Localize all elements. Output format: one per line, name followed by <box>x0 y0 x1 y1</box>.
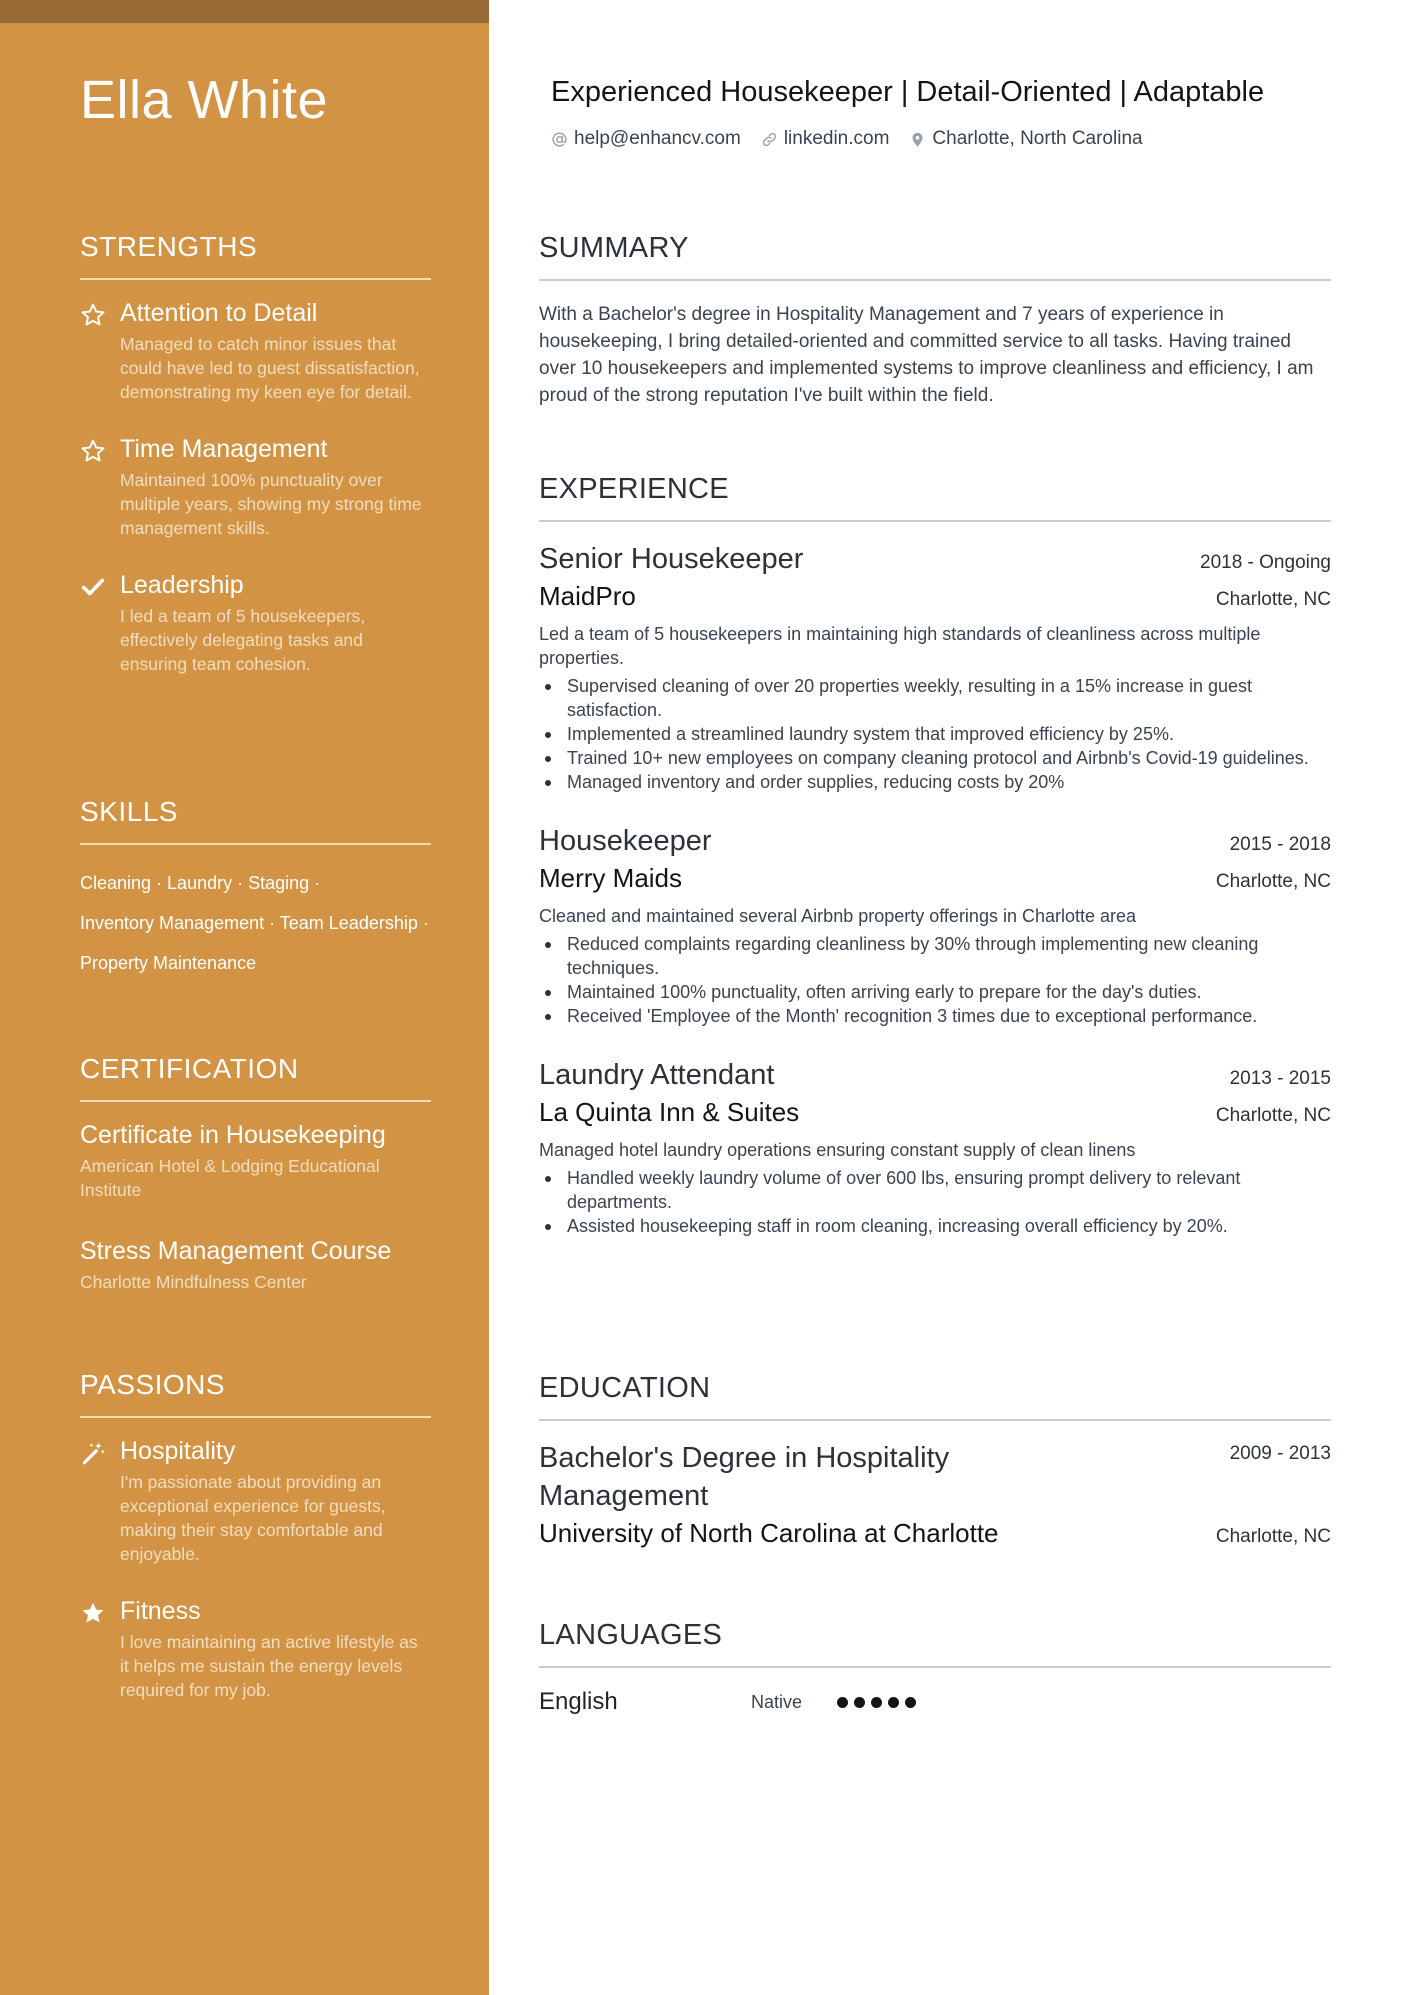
job-company: MaidPro <box>539 581 636 611</box>
job-bullet: Assisted housekeeping staff in room cleaning, increasing overall efficiency by 20%. <box>539 1214 1331 1238</box>
sidebar-top-bar <box>0 0 489 23</box>
job-title: Housekeeper <box>539 825 712 857</box>
passion-desc: I'm passionate about providing an exceptional experience for guests, making their stay comfortable and enjoyable. <box>120 1472 386 1564</box>
contact-email[interactable] <box>551 128 741 150</box>
skills-line: Inventory Management · Team Leadership · <box>80 913 429 933</box>
certification-heading: CERTIFICATION <box>80 1052 431 1102</box>
job-bullets <box>539 1166 1331 1238</box>
proficiency-dot <box>871 1697 882 1708</box>
job-bullets <box>539 674 1331 794</box>
star-filled-icon <box>80 1600 106 1626</box>
location-pin-icon <box>909 131 926 148</box>
summary-heading: SUMMARY <box>539 230 1331 281</box>
skills-heading: SKILLS <box>80 795 431 845</box>
job-title: Laundry Attendant <box>539 1059 775 1091</box>
certification-org: Charlotte Mindfulness Center <box>80 1272 307 1292</box>
passions-section <box>80 1368 431 1702</box>
strengths-section <box>80 230 431 676</box>
strength-desc: I led a team of 5 housekeepers, effectively delegating tasks and ensuring team cohesion. <box>120 606 366 674</box>
passion-title: Hospitality <box>120 1437 236 1465</box>
strengths-heading: STRENGTHS <box>80 230 431 280</box>
magic-wand-icon <box>80 1440 106 1466</box>
experience-section <box>539 471 1331 1238</box>
contact-linkedin-text: linkedin.com <box>783 128 890 149</box>
job-description: Led a team of 5 housekeepers in maintaining high standards of cleanliness across multiple properties. <box>539 624 1261 668</box>
education-section <box>539 1370 1331 1551</box>
language-level: Native <box>751 1691 803 1712</box>
proficiency-dot <box>888 1697 899 1708</box>
passions-heading: PASSIONS <box>80 1368 431 1418</box>
candidate-name: Ella White <box>80 70 329 130</box>
experience-heading: EXPERIENCE <box>539 471 1331 522</box>
job-bullets <box>539 932 1331 1028</box>
job-bullet: Supervised cleaning of over 20 properties weekly, resulting in a 15% increase in guest satisfaction. <box>539 674 1331 722</box>
job-entry <box>539 1056 1331 1238</box>
skills-line: Cleaning · Laundry · Staging · <box>80 873 321 893</box>
passion-item <box>80 1594 431 1702</box>
star-outline-icon <box>80 302 106 328</box>
passion-desc: I love maintaining an active lifestyle as it helps me sustain the energy levels required for my job. <box>120 1632 418 1700</box>
certification-title: Stress Management Course <box>80 1237 392 1265</box>
skills-section <box>80 795 431 983</box>
job-bullet: Reduced complaints regarding cleanliness by 30% through implementing new cleaning techniques. <box>539 932 1331 980</box>
star-outline-icon <box>80 438 106 464</box>
strength-title: Leadership <box>120 571 244 599</box>
job-location: Charlotte, NC <box>1215 871 1331 892</box>
languages-heading: LANGUAGES <box>539 1617 1331 1668</box>
job-bullet: Received 'Employee of the Month' recognition 3 times due to exceptional performance. <box>539 1004 1331 1028</box>
job-entry <box>539 822 1331 1028</box>
strength-title: Time Management <box>120 435 328 463</box>
language-row <box>539 1688 1331 1716</box>
contact-linkedin[interactable] <box>761 128 890 150</box>
strength-title: Attention to Detail <box>120 299 318 327</box>
job-title: Senior Housekeeper <box>539 543 804 575</box>
education-dates: 2009 - 2013 <box>1229 1443 1331 1464</box>
job-bullet: Handled weekly laundry volume of over 600 lbs, ensuring prompt delivery to relevant departments. <box>539 1166 1331 1214</box>
certification-section <box>80 1052 431 1294</box>
contact-location <box>909 128 1142 150</box>
job-bullet: Maintained 100% punctuality, often arriving early to prepare for the day's duties. <box>539 980 1331 1004</box>
education-location: Charlotte, NC <box>1215 1526 1331 1547</box>
skills-list <box>80 863 431 983</box>
proficiency-dot <box>837 1697 848 1708</box>
proficiency-dot <box>905 1697 916 1708</box>
at-icon <box>551 131 568 148</box>
job-bullet: Implemented a streamlined laundry system that improved efficiency by 25%. <box>539 722 1331 746</box>
education-heading: EDUCATION <box>539 1370 1331 1421</box>
language-proficiency-dots <box>837 1697 916 1708</box>
job-bullet: Trained 10+ new employees on company cleaning protocol and Airbnb's Covid-19 guidelines. <box>539 746 1331 770</box>
strength-item <box>80 296 431 404</box>
strength-desc: Maintained 100% punctuality over multiple years, showing my strong time management skills. <box>120 470 422 538</box>
proficiency-dot <box>854 1697 865 1708</box>
job-location: Charlotte, NC <box>1215 589 1331 610</box>
contact-location-text: Charlotte, North Carolina <box>932 128 1143 149</box>
certification-org: American Hotel & Lodging Educational Institute <box>80 1156 380 1200</box>
passion-title: Fitness <box>120 1597 201 1625</box>
job-company: La Quinta Inn & Suites <box>539 1097 800 1127</box>
job-location: Charlotte, NC <box>1215 1105 1331 1126</box>
education-entry <box>539 1439 1331 1551</box>
certification-title: Certificate in Housekeeping <box>80 1121 386 1149</box>
strength-desc: Managed to catch minor issues that could have led to guest dissatisfaction, demonstrating my keen eye for detail. <box>120 334 420 402</box>
job-company: Merry Maids <box>539 863 683 893</box>
job-description: Cleaned and maintained several Airbnb property offerings in Charlotte area <box>539 906 1137 926</box>
skills-line: Property Maintenance <box>80 953 257 973</box>
summary-section <box>539 230 1331 409</box>
job-dates: 2015 - 2018 <box>1229 834 1331 855</box>
job-dates: 2018 - Ongoing <box>1200 552 1331 573</box>
job-bullet: Managed inventory and order supplies, reducing costs by 20% <box>539 770 1331 794</box>
job-entry <box>539 540 1331 794</box>
passion-item <box>80 1434 431 1566</box>
strength-item <box>80 568 431 676</box>
link-icon <box>761 131 778 148</box>
contact-bar <box>551 128 1143 150</box>
job-dates: 2013 - 2015 <box>1229 1068 1331 1089</box>
check-icon <box>80 574 106 600</box>
education-degree: Bachelor's Degree in Hospitality Management <box>539 1442 950 1512</box>
language-name: English <box>539 1688 618 1715</box>
headline: Experienced Housekeeper | Detail-Oriented | Adaptable <box>551 76 1265 108</box>
job-description: Managed hotel laundry operations ensuring constant supply of clean linens <box>539 1140 1136 1160</box>
summary-text: With a Bachelor's degree in Hospitality Management and 7 years of experience in housekeeping, I bring detailed-oriented and committed service to all tasks. Having trained over 10 housekeepers and implemented systems to improve cleanliness and efficiency, I am proud of the strong reputation I've built within the field. <box>539 304 1314 406</box>
certification-item <box>80 1118 431 1202</box>
education-school: University of North Carolina at Charlotte <box>539 1518 999 1548</box>
languages-section <box>539 1617 1331 1716</box>
contact-email-text: help@enhancv.com <box>574 128 741 149</box>
certification-item <box>80 1234 431 1294</box>
strength-item <box>80 432 431 540</box>
